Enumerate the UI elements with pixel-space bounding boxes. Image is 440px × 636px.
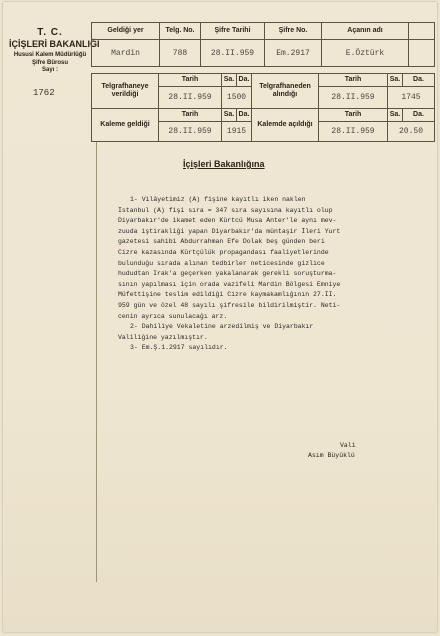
- letter-line: 3- Em.Ş.1.2917 sayılıdır.: [130, 344, 228, 352]
- col-da-3: Da.: [237, 109, 252, 122]
- signature-block: [308, 441, 356, 461]
- value-opened-time: 20.50: [388, 122, 435, 142]
- value-arrived-time: 1915: [222, 122, 252, 142]
- value-opener: E.Öztürk: [322, 40, 409, 67]
- header-cell-opener: Açanın adı: [322, 23, 409, 40]
- header-cell-cipher-date: Şifre Tarihi: [201, 23, 265, 40]
- letter-line: Diyarbakır'de ikamet eden Kürtcü Musa Anter'le aynı mev-: [118, 217, 337, 225]
- value-origin: Mardin: [92, 40, 160, 67]
- header-cell-telg-no: Telg. No.: [160, 23, 201, 40]
- col-tarih-4: Tarih: [319, 109, 388, 122]
- label-received-from-telegraph: Telgrafhaneden alındığı: [252, 74, 319, 109]
- value-opened-date: 28.II.959: [319, 122, 388, 142]
- signature-title: Vali: [340, 442, 356, 449]
- letterhead-bureau: Şifre Bürosu: [31, 60, 68, 66]
- col-tarih-3: Tarih: [159, 109, 222, 122]
- letter-body: [118, 195, 438, 354]
- letter-line: bulunduğu sırada alınan tedbirler neticesinde gizlice: [118, 259, 325, 267]
- col-da-4: Da.: [403, 109, 435, 122]
- letter-line: Cizre kazasında Kürtçülük propagandası faaliyetlerinde: [118, 248, 329, 256]
- letter-line: 2- Dahiliye Vekaletine arzedilmiş ve Diyarbakır: [130, 323, 314, 331]
- label-opened-at-office: Kalemde açıldığı: [252, 109, 319, 142]
- value-arrived-date: 28.II.959: [159, 122, 222, 142]
- value-cipher-date: 28.II.959: [201, 40, 265, 67]
- col-da-2: Da.: [403, 74, 435, 87]
- letter-line: sının yapılması için orada vazifeli Mardin Bölgesi Emniye: [118, 280, 341, 288]
- col-sa-3: Sa.: [222, 109, 237, 122]
- letter-title: İçişleri Bakanlığına: [183, 159, 265, 169]
- letter-line: İstanbul (A) fişi sıra = 347 sıra sayısına kayıtlı olup: [118, 206, 333, 214]
- value-telg-no: 788: [160, 40, 201, 67]
- letter-line: hududtan Irak'a geçerken yakalanarak gerekli soruşturma-: [118, 270, 337, 278]
- letter-line: Müfettişine teslim edildiği Cizre kaymakamlığının 27.II.: [118, 291, 337, 299]
- letterhead-ministry: İÇİŞLERİ BAKANLIĞI: [9, 39, 100, 49]
- letterhead-tc: T. C.: [37, 27, 63, 38]
- stamp-number: 1762: [33, 88, 55, 98]
- value-sent-date: 28.II.959: [159, 87, 222, 109]
- margin-rule: [96, 142, 97, 582]
- letter-line: gazetesi sahibi Abdurrahman Efe Dolak beş günden beri: [118, 238, 325, 246]
- signature-name: Asım Büyüklü: [308, 452, 355, 459]
- document-page: [3, 2, 437, 632]
- value-received-time: 1745: [388, 87, 435, 109]
- col-sa-1: Sa.: [222, 74, 237, 87]
- value-empty: [409, 40, 435, 67]
- letter-line: Valiliğine yazılmıştır.: [118, 333, 208, 341]
- col-tarih-2: Tarih: [319, 74, 388, 87]
- header-cell-cipher-no: Şifre No.: [265, 23, 322, 40]
- letter-line: 1- Vilâyetimiz (A) fişine kayıtlı iken naklen: [130, 196, 306, 203]
- col-da-1: Da.: [237, 74, 252, 87]
- letterhead-sayi-label: Sayı :: [41, 67, 58, 73]
- letterhead-office: Hususi Kalem Müdürlüğü: [13, 52, 87, 58]
- label-arrived-at-office: Kaleme geldiği: [92, 109, 159, 142]
- letterhead: [9, 27, 100, 73]
- letter-line: zuuda iştirakliği yapan Diyarbakır'da müntaşir İleri Yurt: [118, 227, 341, 235]
- value-sent-time: 1500: [222, 87, 252, 109]
- header-cell-origin: Geldiği yer: [92, 23, 160, 40]
- label-sent-to-telegraph: Telgrafhaneye verildiği: [92, 74, 159, 109]
- telegraph-timing-table: [91, 73, 435, 142]
- letter-line: cenin ayrıca sunulacağı arz.: [118, 312, 228, 320]
- col-sa-4: Sa.: [388, 109, 403, 122]
- col-sa-2: Sa.: [388, 74, 403, 87]
- letter-line: 959 gün ve özel 48 sayılı şifresile bildirilmiştir. Neti-: [118, 301, 341, 309]
- value-cipher-no: Em.2917: [265, 40, 322, 67]
- cipher-info-table: [91, 22, 435, 67]
- value-received-date: 28.II.959: [319, 87, 388, 109]
- col-tarih-1: Tarih: [159, 74, 222, 87]
- header-cell-empty: [409, 23, 435, 40]
